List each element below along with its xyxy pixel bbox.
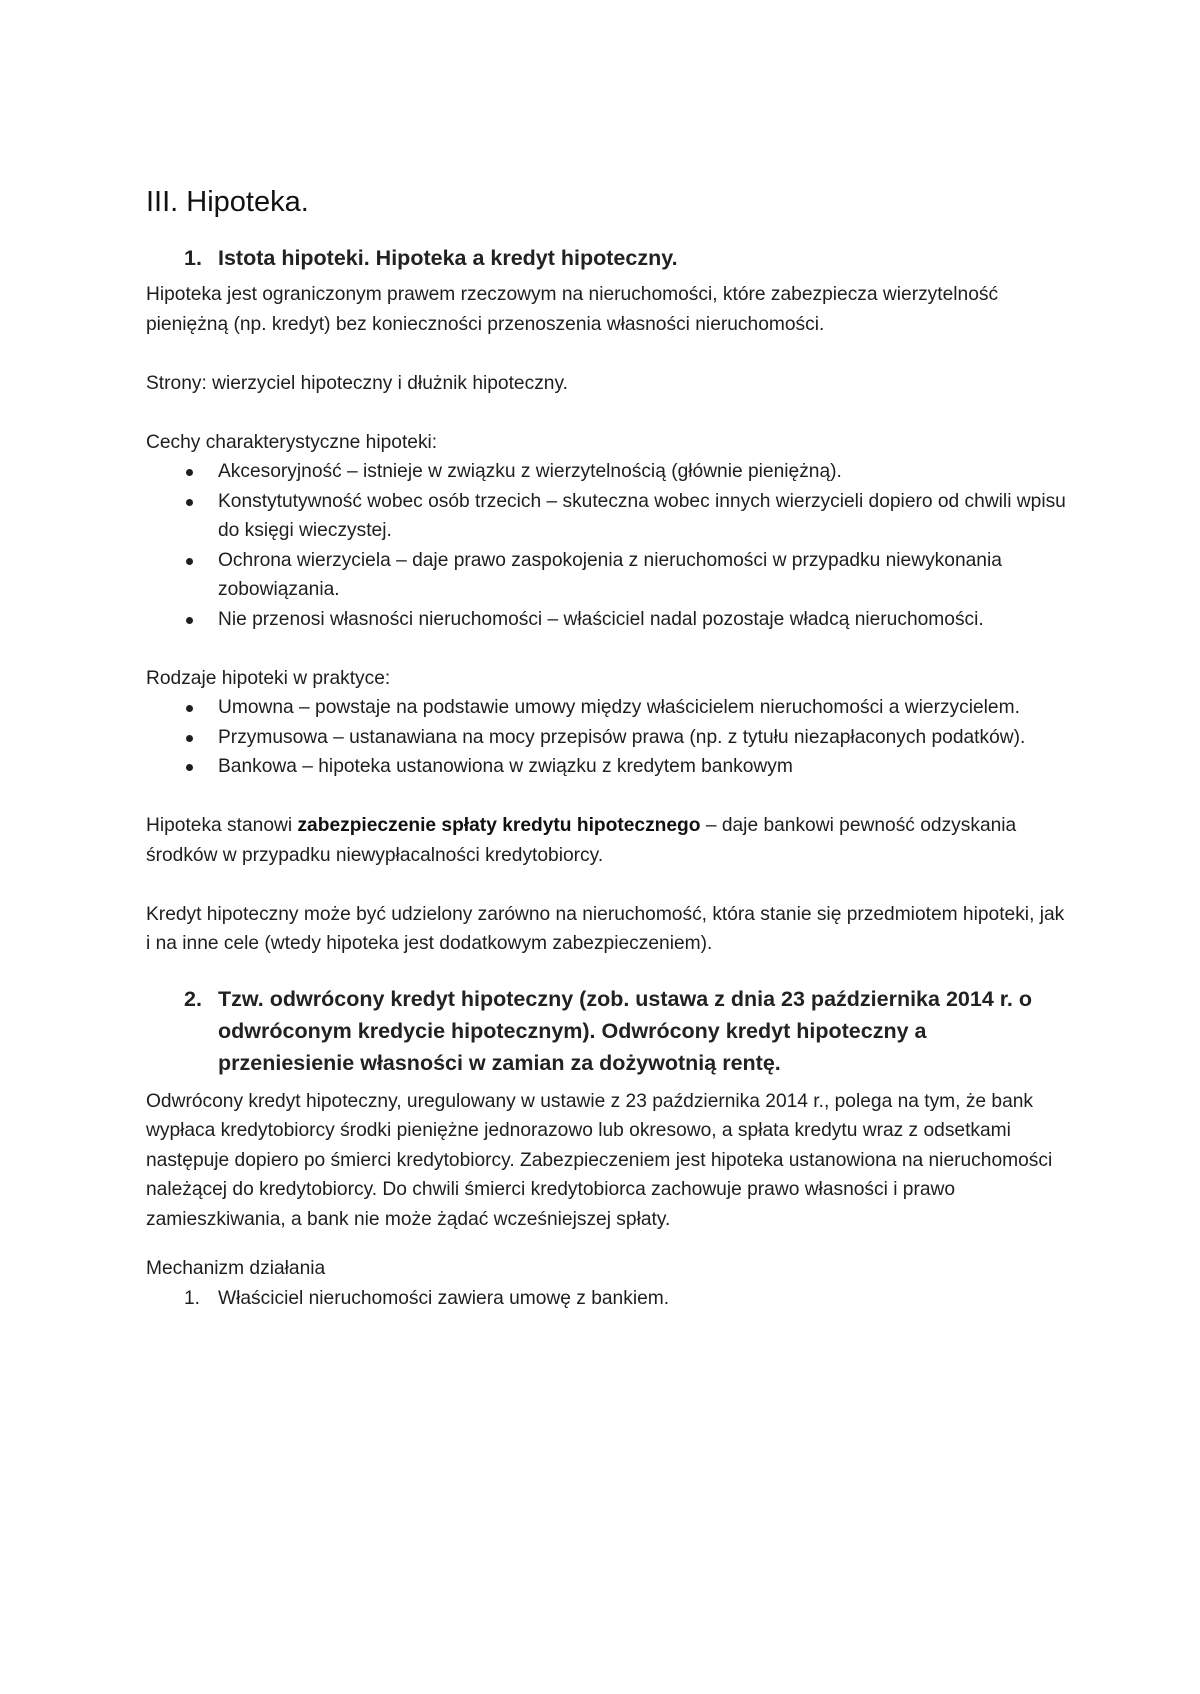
- section-2-heading-text: Tzw. odwrócony kredyt hipoteczny (zob. ustawa z dnia 23 października 2014 r. o odwróconym kredycie hipotecznym). Odwrócony kredyt hipoteczny a przeniesienie własności w zamian za dożywotnią rentę.: [218, 986, 1033, 1075]
- bullet-icon: [186, 764, 193, 771]
- section-2-number: 2.: [184, 986, 202, 1011]
- list-item: Ochrona wierzyciela – daje prawo zaspokojenia z nieruchomości w przypadku niewykonania zobowiązania.: [146, 546, 1066, 605]
- list-item: Konstytutywność wobec osób trzecich – skuteczna wobec innych wierzycieli dopiero od chwili wpisu do księgi wieczystej.: [146, 487, 1066, 546]
- security-emphasis: zabezpieczenie spłaty kredytu hipotecznego: [297, 815, 701, 836]
- list-item: 1. Właściciel nieruchomości zawiera umowę z bankiem.: [184, 1287, 670, 1309]
- types-list: [146, 693, 1066, 782]
- types-label: Rodzaje hipoteki w praktyce:: [146, 667, 391, 689]
- section-2-heading: [146, 983, 1066, 1079]
- features-label: Cechy charakterystyczne hipoteki:: [146, 431, 438, 453]
- section-1-heading-text: Istota hipoteki. Hipoteka a kredyt hipoteczny.: [218, 246, 678, 270]
- features-list: [146, 457, 1066, 634]
- section-1-heading: [146, 242, 1066, 274]
- bullet-icon: [186, 705, 193, 712]
- bullet-icon: [186, 469, 193, 476]
- mechanism-label: Mechanizm działania: [146, 1258, 326, 1279]
- list-item: Akcesoryjność – istnieje w związku z wierzytelnością (głównie pieniężną).: [146, 457, 1066, 487]
- bullet-icon: [186, 558, 193, 565]
- bullet-icon: [186, 499, 193, 506]
- document-page: [146, 180, 1066, 1313]
- section-2-body: Odwrócony kredyt hipoteczny, uregulowany w ustawie z 23 października 2014 r., polega na tym, że bank wypłaca kredytobiorcy środki pieniężne jednorazowo lub okresowo, a spłata kredytu wraz z odsetkami następuje dopiero po śmierci kredytobiorcy. Zabezpieczeniem jest hipoteka ustanowiona na nieruchomości należącej do kredytobiorcy. Do chwili śmierci kredytobiorca zachowuje prawo własności i prawo zamieszkiwania, a bank nie może żądać wcześniejszej spłaty.: [146, 1090, 1053, 1230]
- bullet-icon: [186, 617, 193, 624]
- list-item: Przymusowa – ustanawiana na mocy przepisów prawa (np. z tytułu niezapłaconych podatków).: [146, 723, 1066, 753]
- security-paragraph: Hipoteka stanowi zabezpieczenie spłaty kredytu hipotecznego – daje bankowi pewność odzyskania środków w przypadku niewypłacalności kredytobiorcy.: [146, 815, 1017, 866]
- credit-note: Kredyt hipoteczny może być udzielony zarówno na nieruchomość, która stanie się przedmiotem hipoteki, jak i na inne cele (wtedy hipoteka jest dodatkowym zabezpieczeniem).: [146, 903, 1065, 954]
- list-item: Umowna – powstaje na podstawie umowy między właścicielem nieruchomości a wierzycielem.: [146, 693, 1066, 723]
- section-1-parties: Strony: wierzyciel hipoteczny i dłużnik hipoteczny.: [146, 372, 568, 394]
- list-item: Bankowa – hipoteka ustanowiona w związku z kredytem bankowym: [146, 752, 1066, 782]
- section-1-intro: Hipoteka jest ograniczonym prawem rzeczowym na nieruchomości, które zabezpiecza wierzytelność pieniężną (np. kredyt) bez konieczności przenoszenia własności nieruchomości.: [146, 284, 999, 335]
- section-1-number: 1.: [184, 246, 202, 270]
- document-title: III. Hipoteka.: [146, 186, 309, 218]
- bullet-icon: [186, 735, 193, 742]
- list-item: Nie przenosi własności nieruchomości – właściciel nadal pozostaje władcą nieruchomości.: [146, 605, 1066, 635]
- mechanism-steps: [146, 1284, 1066, 1314]
